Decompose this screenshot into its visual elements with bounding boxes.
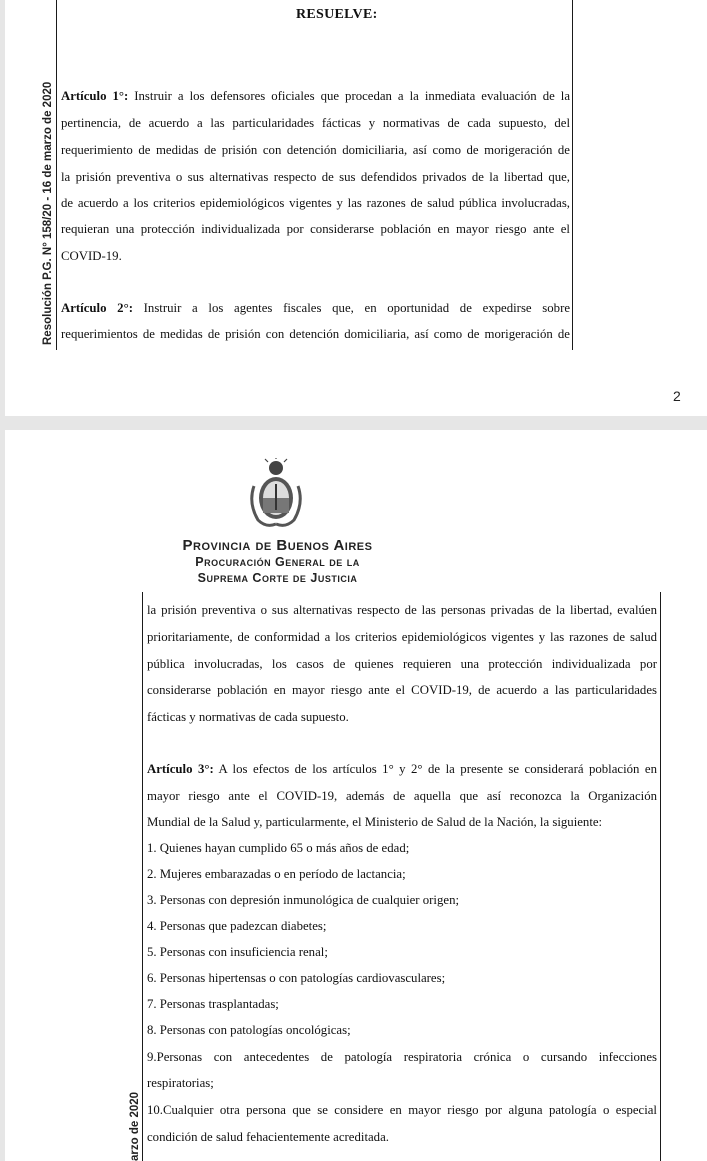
list-item: 1. Quienes hayan cumplido 65 o más años de edad; xyxy=(147,841,410,855)
article-1-line-2: pertinencia, de acuerdo a las particularidades fácticas y normativas de cada supuesto, del xyxy=(61,116,570,130)
list-item: 8. Personas con patologías oncológicas; xyxy=(147,1023,351,1037)
list-item: 7. Personas trasplantadas; xyxy=(147,997,279,1011)
list-item: respiratorias; xyxy=(147,1076,214,1090)
article-1-line-3: requerimiento de medidas de prisión con detención domiciliaria, así como de morigeración de xyxy=(61,143,570,157)
article-3-line-1: Artículo 3°: A los efectos de los artículos 1° y 2° de la presente se considerará población en xyxy=(147,762,658,776)
continuation-line-4: considerarse población en mayor riesgo ante el COVID-19, de acuerdo a las particularidades xyxy=(147,683,657,697)
document-page-2 xyxy=(5,430,707,1161)
resolution-sidebar-text: Resolución P.G. N° 158/20 - 16 de marzo de 2020 xyxy=(42,81,54,345)
left-margin-rule xyxy=(142,592,143,1161)
continuation-line-3: pública involucradas, los casos de quienes requieren una protección individualizada por xyxy=(147,657,657,671)
left-margin-rule xyxy=(56,0,57,350)
article-2-line-2: requerimientos de medidas de prisión con detención domiciliaria, así como de morigeración de xyxy=(61,327,570,341)
article-1-line-5: de acuerdo a los criterios epidemiológicos vigentes y las razones de salud pública involucradas, xyxy=(61,196,570,210)
continuation-line-5: fácticas y normativas de cada supuesto. xyxy=(147,710,349,724)
article-3-label: Artículo 3°: xyxy=(147,762,214,776)
coat-of-arms-seal xyxy=(246,458,306,530)
right-margin-rule xyxy=(660,592,661,1161)
page-number: 2 xyxy=(673,388,681,404)
article-1-line-6: requieran una protección individualizada por considerarse población en mayor riesgo ante el xyxy=(61,222,570,236)
list-item: 4. Personas que padezcan diabetes; xyxy=(147,919,327,933)
list-item: 2. Mujeres embarazadas o en período de lactancia; xyxy=(147,867,406,881)
list-item: condición de salud fehacientemente acreditada. xyxy=(147,1130,389,1144)
article-2-label: Artículo 2°: xyxy=(61,301,133,315)
list-item: 5. Personas con insuficiencia renal; xyxy=(147,945,328,959)
article-1-line-1: Artículo 1°: Instruir a los defensores oficiales que procedan a la inmediata evaluación de la xyxy=(61,89,570,103)
right-margin-rule xyxy=(572,0,573,350)
list-item: 6. Personas hipertensas o con patologías cardiovasculares; xyxy=(147,971,446,985)
header-province: Provincia de Buenos Aires xyxy=(182,537,373,554)
article-1-line-7: COVID-19. xyxy=(61,249,122,263)
continuation-line-1: la prisión preventiva o sus alternativas respecto de las personas privadas de la libertad, evalúen xyxy=(147,603,657,617)
list-item: 10.Cualquier otra persona que se considere en mayor riesgo por alguna patología o especial xyxy=(147,1103,657,1117)
article-3-line-2: mayor riesgo ante el COVID-19, además de aquella que así reconozca la Organización xyxy=(147,789,657,803)
resolution-sidebar-text: arzo de 2020 xyxy=(129,1091,141,1161)
document-page-1 xyxy=(5,0,707,416)
resuelve-heading: RESUELVE: xyxy=(296,7,378,22)
list-item: 3. Personas con depresión inmunológica de cualquier origen; xyxy=(147,893,460,907)
header-procuracion: Procuración General de la xyxy=(195,555,360,569)
list-item: 9.Personas con antecedentes de patología respiratoria crónica o cursando infecciones xyxy=(147,1050,657,1064)
article-1-line-4: la prisión preventiva o sus alternativas respecto de sus defendidos privados de la libertad que, xyxy=(61,170,570,184)
article-2-line-1: Artículo 2°: Instruir a los agentes fiscales que, en oportunidad de expedirse sobre xyxy=(61,301,571,315)
article-1-label: Artículo 1°: xyxy=(61,89,129,103)
continuation-line-2: prioritariamente, de conformidad a los criterios epidemiológicos vigentes y las razones de salud xyxy=(147,630,657,644)
header-suprema-corte: Suprema Corte de Justicia xyxy=(197,571,358,585)
article-3-line-3: Mundial de la Salud y, particularmente, el Ministerio de Salud de la Nación, la siguiente: xyxy=(147,815,603,829)
